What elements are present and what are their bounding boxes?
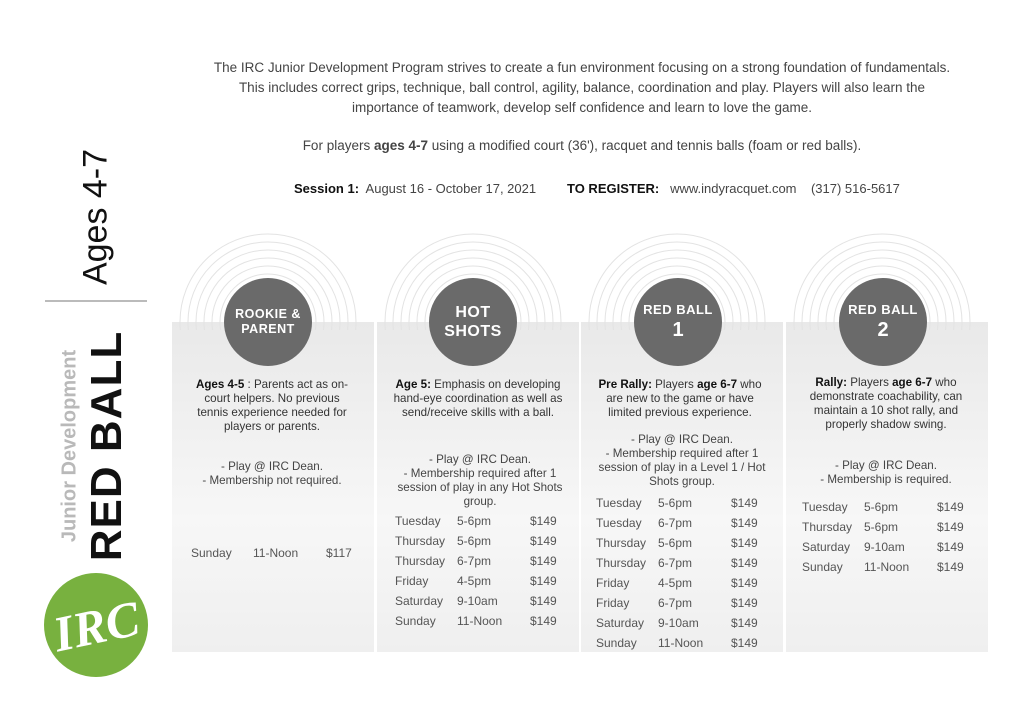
schedule-row: Thursday 5-6pm $149 [802,520,964,534]
schedule-row: Saturday 9-10am $149 [802,540,964,554]
register-label: TO REGISTER: [567,181,660,196]
ages-heading: Ages 4-7 [76,148,115,286]
schedule-row: Thursday 6-7pm $149 [395,554,557,568]
schedule-row: Thursday 5-6pm $149 [596,536,758,550]
intro-text [182,58,982,118]
sidebar-title [32,330,144,562]
hot-shots-schedule [395,514,555,634]
schedule-row: Friday 6-7pm $149 [596,596,758,610]
rookie-description: Ages 4-5 : Parents act as on-court helpers. No previous tennis experience needed for players or parents. [195,378,349,433]
schedule-row: Thursday 6-7pm $149 [596,556,758,570]
schedule-row: Sunday 11-Noon $149 [395,614,557,628]
rookie-notes: - Play @ IRC Dean. - Membership not required. [202,460,342,487]
schedule-row: Tuesday 5-6pm $149 [596,496,758,510]
red-ball-2-description: Rally: Players age 6-7 who demonstrate coachability, can maintain a 10 shot rally, and properly shadow swing. [809,376,963,431]
red-ball-2-notes: - Play @ IRC Dean. - Membership is required. [820,459,952,486]
schedule-row: Sunday 11-Noon $117 [191,546,352,560]
schedule-row: Sunday 11-Noon $149 [596,636,758,650]
intro-line-2: This includes correct grips, technique, ball control, agility, balance, coordination and play. Players will also learn the [238,80,926,95]
badge-red-ball-1: RED BALL 1 [634,278,722,366]
schedule-row: Saturday 9-10am $149 [596,616,758,630]
schedule-row: Thursday 5-6pm $149 [395,534,557,548]
program-panel-red-ball-2 [786,322,988,652]
schedule-row: Saturday 9-10am $149 [395,594,557,608]
red-ball-1-schedule [596,496,756,656]
register-info [567,181,900,196]
svg-text:IRC: IRC [48,589,145,663]
badge-rookie-parent: ROOKIE & PARENT [224,278,312,366]
schedule-row: Tuesday 5-6pm $149 [802,500,964,514]
red-ball-1-description: Pre Rally: Players age 6-7 who are new to the game or have limited previous experience. [598,378,762,419]
badge-red-ball-2: RED BALL 2 [839,278,927,366]
rookie-schedule [191,546,351,566]
players-ages: ages 4-7 [373,138,429,153]
intro-line-3: importance of teamwork, develop self confidence and learn to love the game. [351,100,812,115]
session-info [294,181,536,196]
red-ball-title: RED BALL [82,330,131,562]
hot-shots-notes: - Play @ IRC Dean. - Membership required after 1 session of play in any Hot Shots group. [397,453,563,508]
intro-line-1: The IRC Junior Development Program strives to create a fun environment focusing on a strong foundation of fundamentals. [213,60,951,75]
players-statement: For players ages 4-7 using a modified court (36'), racquet and tennis balls (foam or red balls). [302,138,862,153]
hot-shots-description: Age 5: Emphasis on developing hand-eye coordination as well as send/receive skills with a ball. [393,378,563,419]
red-ball-1-notes: - Play @ IRC Dean. - Membership required after 1 session of play in a Level 1 / Hot Shots group. [598,433,766,488]
schedule-row: Friday 4-5pm $149 [596,576,758,590]
session-dates: August 16 - October 17, 2021 [365,181,537,196]
program-name: Junior Development [58,349,81,543]
badge-hot-shots: HOT SHOTS [429,278,517,366]
sidebar-divider [45,300,147,302]
register-phone: (317) 516-5617 [810,181,900,196]
schedule-row: Tuesday 5-6pm $149 [395,514,557,528]
session-label: Session 1: [294,181,360,196]
red-ball-2-schedule [802,500,962,580]
schedule-row: Friday 4-5pm $149 [395,574,557,588]
irc-logo [41,570,151,680]
register-url[interactable]: www.indyracquet.com [670,181,797,196]
schedule-row: Sunday 11-Noon $149 [802,560,964,574]
schedule-row: Tuesday 6-7pm $149 [596,516,758,530]
